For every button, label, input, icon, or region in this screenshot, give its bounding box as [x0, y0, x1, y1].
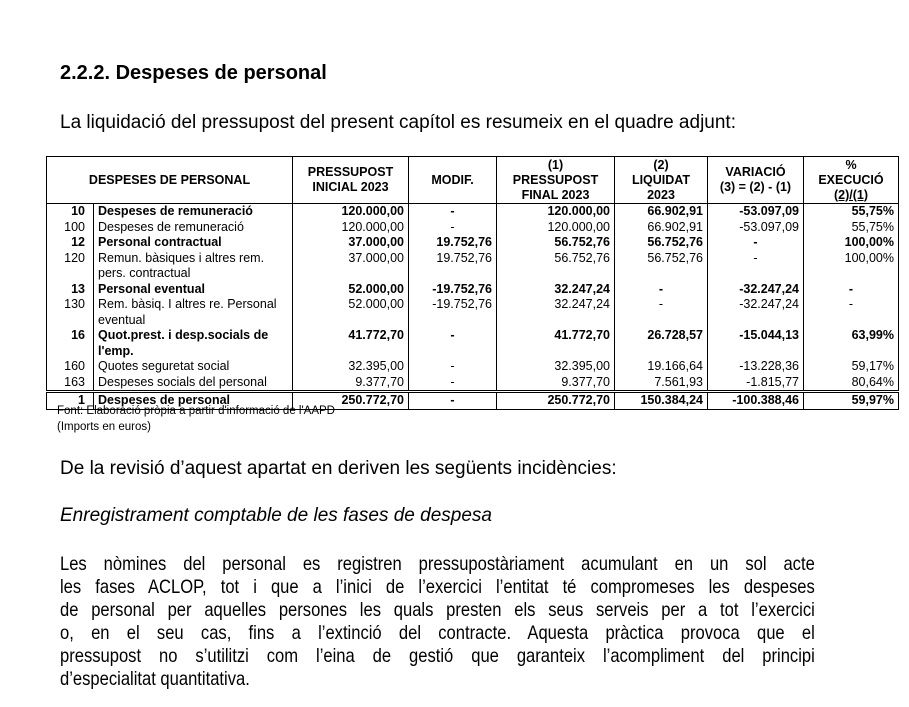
- cell-label: Despeses de remuneració: [94, 220, 293, 236]
- cell-variacio: -32.247,24: [708, 297, 804, 328]
- cell-modif: -: [409, 392, 497, 410]
- cell-liquidat: 66.902,91: [615, 204, 708, 220]
- cell-modif: 19.752,76: [409, 251, 497, 282]
- header-liquidat: (2) LIQUIDAT 2023: [615, 157, 708, 204]
- cell-liquidat: 19.166,64: [615, 359, 708, 375]
- table-row: [47, 375, 899, 392]
- cell-modif: -19.752,76: [409, 282, 497, 298]
- cell-code: 163: [47, 375, 94, 392]
- cell-code: 160: [47, 359, 94, 375]
- cell-variacio: -13.228,36: [708, 359, 804, 375]
- cell-final: 250.772,70: [497, 392, 615, 410]
- cell-execucio: 80,64%: [804, 375, 899, 392]
- cell-code: 120: [47, 251, 94, 282]
- cell-final: 32.247,24: [497, 297, 615, 328]
- cell-label: Despeses socials del personal: [94, 375, 293, 392]
- cell-code: 1: [47, 392, 94, 410]
- cell-modif: -: [409, 204, 497, 220]
- cell-liquidat: 56.752,76: [615, 235, 708, 251]
- body-line: de personal per aquelles persones les quals presten els seus serveis per a tot l’exercici: [60, 599, 815, 621]
- units-note: (Imports en euros): [57, 421, 151, 433]
- cell-liquidat: 7.561,93: [615, 375, 708, 392]
- cell-label: Personal eventual: [94, 282, 293, 298]
- body-line: o, en el seu cas, fins a l’extinció del contracte. Aquesta pràctica provoca que el: [60, 622, 815, 644]
- cell-liquidat: 26.728,57: [615, 328, 708, 359]
- source-note: Font: Elaboració pròpia a partir d'informació de l'AAPD: [57, 405, 335, 417]
- cell-liquidat: -: [615, 297, 708, 328]
- body-paragraph: [60, 553, 815, 691]
- header-final: (1) PRESSUPOST FINAL 2023: [497, 157, 615, 204]
- cell-liquidat: -: [615, 282, 708, 298]
- body-line: Les nòmines del personal es registren pressupostàriament acumulant en un sol acte: [60, 553, 815, 575]
- cell-code: 12: [47, 235, 94, 251]
- cell-variacio: -53.097,09: [708, 204, 804, 220]
- cell-modif: -19.752,76: [409, 297, 497, 328]
- cell-execucio: 100,00%: [804, 235, 899, 251]
- table-row: [47, 328, 899, 359]
- cell-code: 130: [47, 297, 94, 328]
- cell-variacio: -: [708, 235, 804, 251]
- cell-final: 56.752,76: [497, 251, 615, 282]
- header-modif: MODIF.: [409, 157, 497, 204]
- cell-modif: -: [409, 220, 497, 236]
- cell-modif: 19.752,76: [409, 235, 497, 251]
- cell-final: 32.247,24: [497, 282, 615, 298]
- cell-modif: -: [409, 359, 497, 375]
- subheading: Enregistrament comptable de les fases de despesa: [60, 505, 492, 526]
- cell-execucio: -: [804, 282, 899, 298]
- cell-execucio: 55,75%: [804, 204, 899, 220]
- cell-variacio: -53.097,09: [708, 220, 804, 236]
- cell-liquidat: 66.902,91: [615, 220, 708, 236]
- table-row: [47, 204, 899, 220]
- cell-execucio: 59,97%: [804, 392, 899, 410]
- body-line: d’especialitat quantitativa.: [60, 668, 250, 690]
- cell-initial: 9.377,70: [293, 375, 409, 392]
- cell-label: Remun. bàsiques i altres rem. pers. contractual: [94, 251, 293, 282]
- cell-execucio: 55,75%: [804, 220, 899, 236]
- table-row: [47, 251, 899, 282]
- cell-variacio: -1.815,77: [708, 375, 804, 392]
- cell-liquidat: 150.384,24: [615, 392, 708, 410]
- cell-label: Despeses de remuneració: [94, 204, 293, 220]
- cell-code: 100: [47, 220, 94, 236]
- cell-variacio: -: [708, 251, 804, 282]
- body-line: pressupost no s’utilitzi com l’eina de gestió que garanteix l’acompliment del principi: [60, 645, 815, 667]
- cell-final: 120.000,00: [497, 220, 615, 236]
- incidences-intro: De la revisió d’aquest apartat en deriven les següents incidències:: [60, 458, 617, 479]
- cell-variacio: -32.247,24: [708, 282, 804, 298]
- cell-initial: 37.000,00: [293, 235, 409, 251]
- cell-execucio: 59,17%: [804, 359, 899, 375]
- intro-paragraph: La liquidació del pressupost del present capítol es resumeix en el quadre adjunt:: [60, 112, 736, 133]
- table-header-row: [47, 157, 899, 204]
- cell-modif: -: [409, 375, 497, 392]
- cell-initial: 120.000,00: [293, 204, 409, 220]
- cell-label: Quotes seguretat social: [94, 359, 293, 375]
- table-row: [47, 235, 899, 251]
- table-row: [47, 220, 899, 236]
- cell-execucio: 100,00%: [804, 251, 899, 282]
- table-row: [47, 282, 899, 298]
- cell-final: 32.395,00: [497, 359, 615, 375]
- header-concept: DESPESES DE PERSONAL: [47, 157, 293, 204]
- cell-execucio: 63,99%: [804, 328, 899, 359]
- cell-code: 13: [47, 282, 94, 298]
- cell-label: Rem. bàsiq. I altres re. Personal eventual: [94, 297, 293, 328]
- cell-initial: 250.772,70: [293, 392, 409, 410]
- cell-final: 41.772,70: [497, 328, 615, 359]
- header-variacio: VARIACIÓ (3) = (2) - (1): [708, 157, 804, 204]
- table-row: [47, 297, 899, 328]
- table-row: [47, 359, 899, 375]
- cell-initial: 37.000,00: [293, 251, 409, 282]
- cell-label: Despeses de personal: [94, 392, 293, 410]
- cell-initial: 52.000,00: [293, 282, 409, 298]
- cell-initial: 41.772,70: [293, 328, 409, 359]
- cell-variacio: -15.044,13: [708, 328, 804, 359]
- personnel-expenses-table: [46, 156, 899, 410]
- cell-initial: 120.000,00: [293, 220, 409, 236]
- cell-final: 9.377,70: [497, 375, 615, 392]
- cell-modif: -: [409, 328, 497, 359]
- cell-initial: 52.000,00: [293, 297, 409, 328]
- cell-liquidat: 56.752,76: [615, 251, 708, 282]
- body-line: les fases ACLOP, tot i que a l’inici de l’exercici l’entitat té compromeses les despeses: [60, 576, 815, 598]
- cell-code: 10: [47, 204, 94, 220]
- cell-variacio: -100.388,46: [708, 392, 804, 410]
- header-execucio: % EXECUCIÓ (2)/(1): [804, 157, 899, 204]
- cell-label: Personal contractual: [94, 235, 293, 251]
- cell-initial: 32.395,00: [293, 359, 409, 375]
- header-initial: PRESSUPOST INICIAL 2023: [293, 157, 409, 204]
- cell-final: 120.000,00: [497, 204, 615, 220]
- cell-final: 56.752,76: [497, 235, 615, 251]
- cell-code: 16: [47, 328, 94, 359]
- cell-label: Quot.prest. i desp.socials de l'emp.: [94, 328, 293, 359]
- cell-execucio: -: [804, 297, 899, 328]
- section-title: 2.2.2. Despeses de personal: [60, 62, 327, 84]
